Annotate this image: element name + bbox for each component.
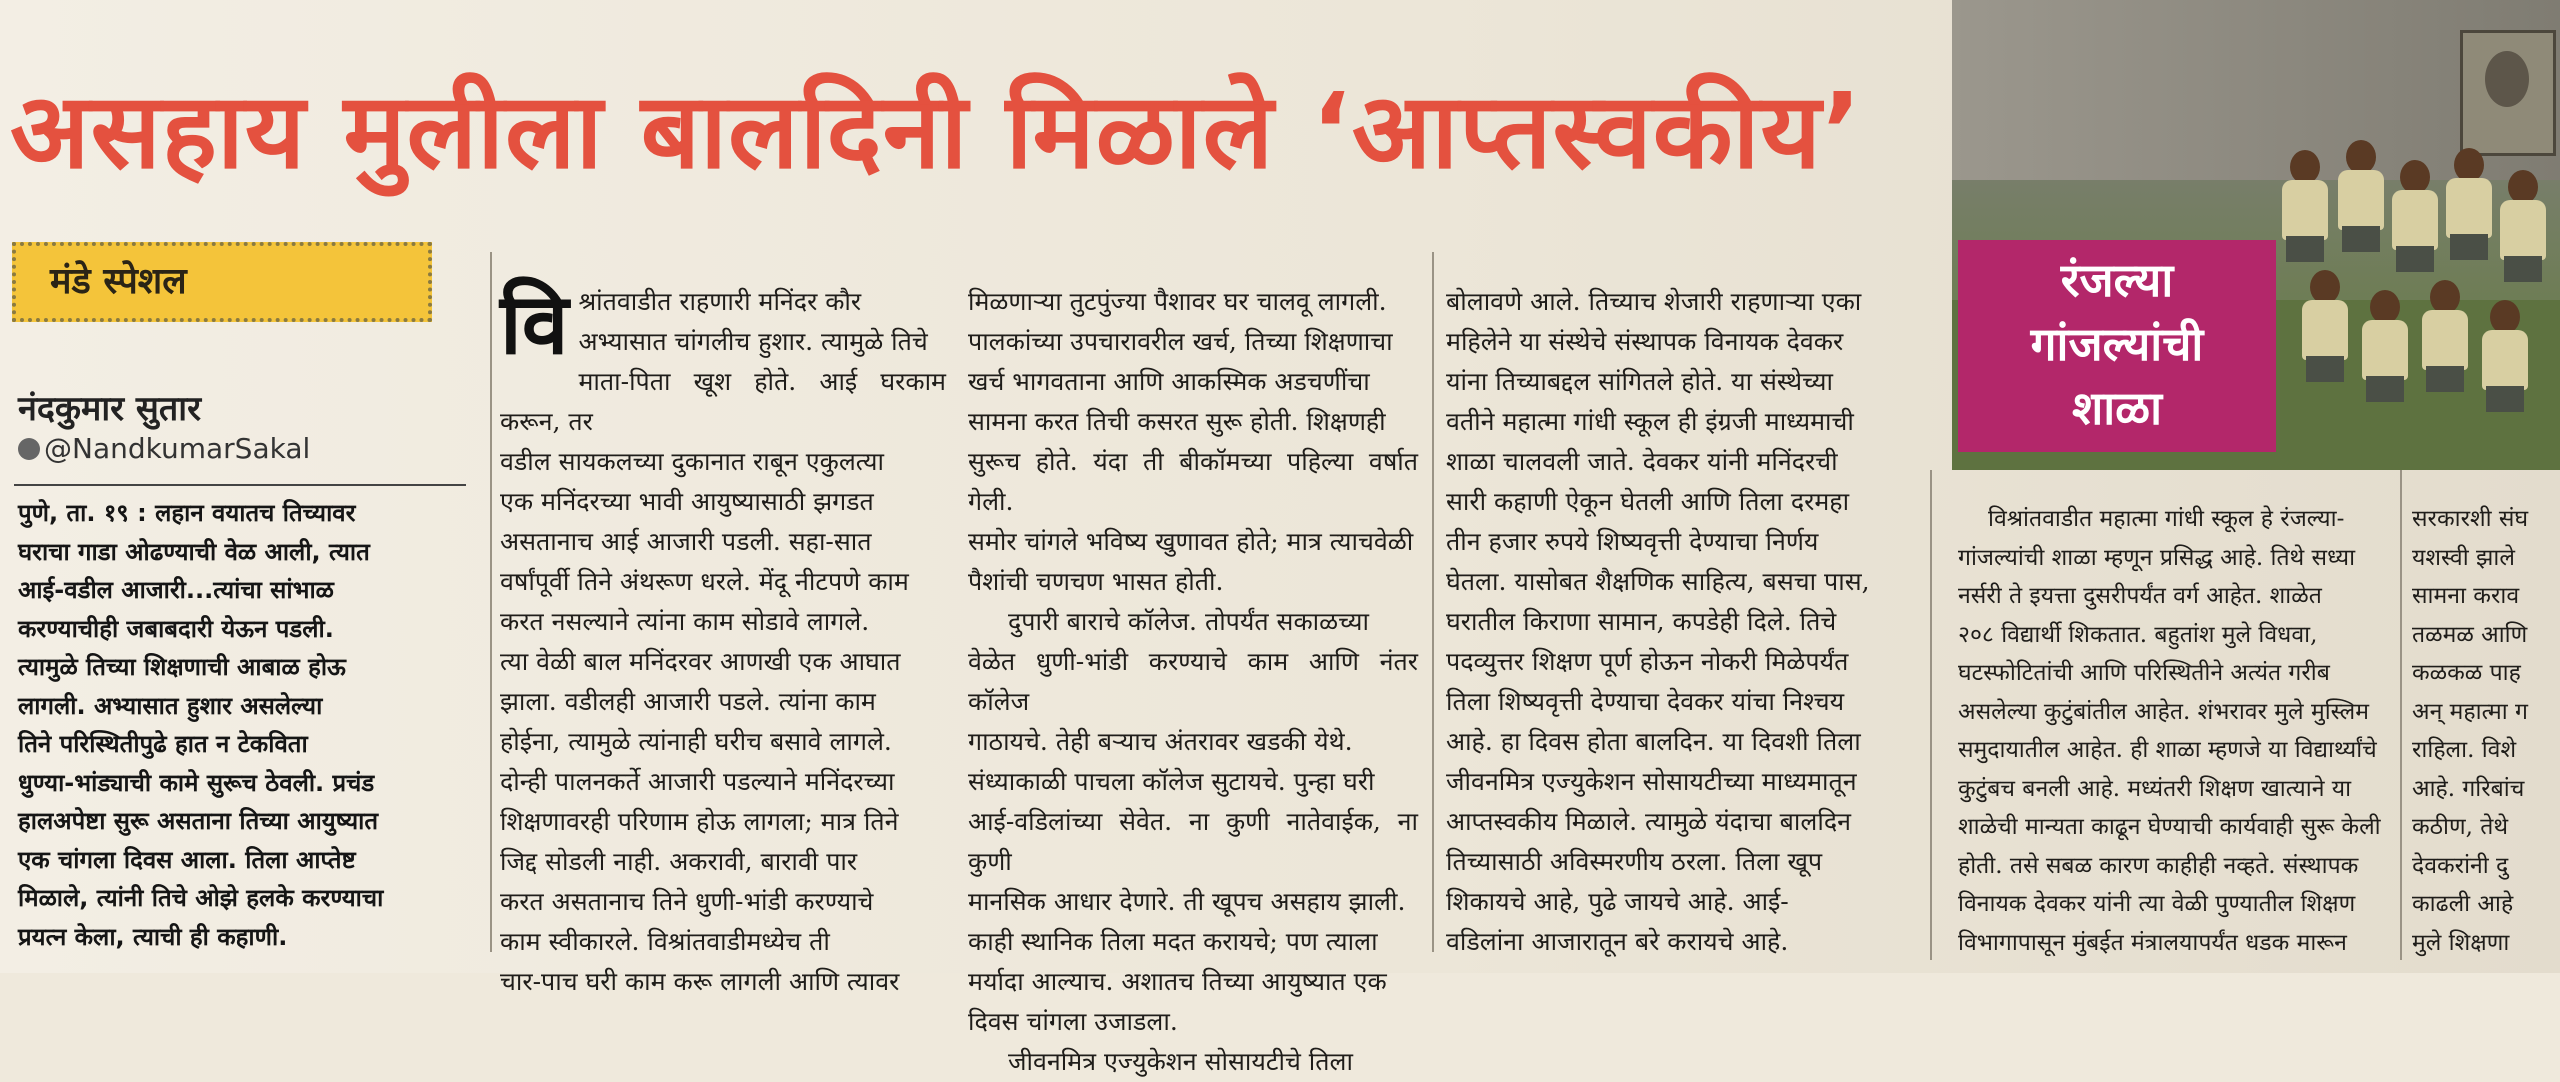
author-handle xyxy=(18,432,478,465)
text-line: त्यामुळे तिच्या शिक्षणाची आबाळ होऊ xyxy=(18,653,346,681)
text-line: वर्षांपूर्वी तिने अंथरूण धरले. मेंदू नीटपणे काम xyxy=(500,567,909,596)
child-shorts xyxy=(2342,226,2380,252)
sidebar-divider xyxy=(1930,470,1932,960)
text-line: जीवनमित्र एज्युकेशन सोसायटीचे तिला xyxy=(1008,1047,1353,1076)
text-line: सुरूच होते. यंदा ती बीकॉमच्या पहिल्या वर्षात गेली. xyxy=(968,447,1418,516)
child-shirt xyxy=(2446,178,2492,238)
sidebar-divider xyxy=(2400,470,2402,960)
text-line: शिकायचे आहे, पुढे जायचे आहे. आई- xyxy=(1446,887,1789,916)
text-line: पैशांची चणचण भासत होती. xyxy=(968,567,1224,596)
text-line: श्रांतवाडीत राहणारी मनिंदर कौर xyxy=(578,287,862,316)
text-line: गांजल्यांची शाळा म्हणून प्रसिद्ध आहे. तिथे सध्या xyxy=(1958,544,2356,571)
text-line: यशस्वी झाले xyxy=(2412,544,2515,571)
portrait-face xyxy=(2485,51,2529,107)
text-line: अभ्यासात चांगलीच हुशार. त्यामुळे तिचे xyxy=(578,327,928,356)
text-line: त्या वेळी बाल मनिंदरवर आणखी एक आघात xyxy=(500,647,901,676)
child-shirt xyxy=(2302,300,2348,360)
child-head xyxy=(2508,170,2538,204)
child-shirt xyxy=(2422,310,2468,370)
text-line: तिने परिस्थितीपुढे हात न टेकविता xyxy=(18,730,308,758)
child-shirt xyxy=(2338,170,2384,230)
child-shorts xyxy=(2504,256,2542,282)
text-line: मिळाले, त्यांनी तिचे ओझे हलके करण्याचा xyxy=(18,884,384,912)
child-head xyxy=(2430,280,2460,314)
text-line: विश्रांतवाडीत महात्मा गांधी स्कूल हे रंजल्या- xyxy=(1988,506,2345,532)
text-line: घटस्फोटितांची आणि परिस्थितीने अत्यंत गरीब xyxy=(1958,660,2330,686)
twitter-icon xyxy=(18,438,40,460)
child-head xyxy=(2290,150,2320,184)
text-line: सामना करत तिची कसरत सुरू होती. शिक्षणही xyxy=(968,407,1386,436)
text-line: पदव्युत्तर शिक्षण पूर्ण होऊन नोकरी मिळेपर्यंत xyxy=(1446,647,1849,676)
text-line: घरातील किराणा सामान, कपडेही दिले. तिचे xyxy=(1446,607,1837,636)
gandhi-portrait xyxy=(2460,30,2556,156)
text-line: वडील सायकलच्या दुकानात राबून एकुलत्या xyxy=(500,447,884,476)
child-shirt xyxy=(2282,180,2328,240)
intro-column xyxy=(18,494,470,964)
text-line: संध्याकाळी पाचला कॉलेज सुटायचे. पुन्हा घरी xyxy=(968,767,1375,796)
text-line: विभागापासून मुंबईत मंत्रालयापर्यंत धडक मारून xyxy=(1958,929,2347,956)
text-line: शाळा चालवली जाते. देवकर यांनी मनिंदरची xyxy=(1446,447,1838,476)
text-line: जीवनमित्र एज्युकेशन सोसायटीच्या माध्यमातून xyxy=(1446,767,1857,796)
child-head xyxy=(2310,270,2340,304)
text-line: प्रयत्न केला, त्याची ही कहाणी. xyxy=(18,922,288,951)
sidebar-title-line: रंजल्या xyxy=(2060,253,2174,307)
child-shorts xyxy=(2366,376,2404,402)
text-line: असतानाच आई आजारी पडली. सहा-सात xyxy=(500,527,872,556)
child-shorts xyxy=(2426,366,2464,392)
text-line: मुले शिक्षणा xyxy=(2412,929,2510,956)
text-line: समुदायातील आहेत. ही शाळा म्हणजे या विद्यार्थ्यांचे xyxy=(1958,737,2377,763)
text-line: नर्सरी ते इयत्ता दुसरीपर्यंत वर्ग आहेत. शाळेत xyxy=(1958,583,2322,609)
child-shirt xyxy=(2362,320,2408,380)
text-line: मर्यादा आल्याच. अशातच तिच्या आयुष्यात एक xyxy=(968,967,1387,996)
text-line: २०८ विद्यार्थी शिकतात. बहुतांश मुले विधवा, xyxy=(1958,621,2318,648)
text-line: धुण्या-भांड्याची कामे सुरूच ठेवली. प्रचंड xyxy=(18,768,375,797)
child-shorts xyxy=(2450,234,2488,260)
text-line: बोलावणे आले. तिच्याच शेजारी राहणाऱ्या एका xyxy=(1446,287,1862,316)
text-line: कळकळ पाह xyxy=(2412,660,2521,686)
text-line: देवकरांनी दु xyxy=(2412,852,2509,879)
child-shorts xyxy=(2286,236,2324,262)
text-line: अन् महात्मा ग xyxy=(2412,698,2529,725)
headline: असहाय मुलीला बालदिनी मिळाले ‘आप्तस्वकीय’ xyxy=(10,70,1863,192)
text-line: एक चांगला दिवस आला. तिला आप्तेष्ट xyxy=(18,845,356,874)
text-line: आई-वडील आजारी...त्यांचा सांभाळ xyxy=(18,576,334,604)
child-shirt xyxy=(2392,190,2438,250)
text-line: कठीण, तेथे xyxy=(2412,814,2509,840)
text-line: जिद्द सोडली नाही. अकरावी, बारावी पार xyxy=(500,847,858,876)
text-line: शिक्षणावरही परिणाम होऊ लागला; मात्र तिने xyxy=(500,807,899,836)
child-figure xyxy=(2446,148,2492,260)
text-line: पुणे, ता. १९ : लहान वयातच तिच्यावर xyxy=(18,499,356,527)
child-shirt xyxy=(2482,330,2528,390)
text-line: हालअपेष्टा सुरू असताना तिच्या आयुष्यात xyxy=(18,807,379,835)
sidebar-title-line: गांजल्यांची xyxy=(2030,317,2204,371)
sidebar-title-line: शाळा xyxy=(2071,381,2163,435)
child-shorts xyxy=(2486,386,2524,412)
child-figure xyxy=(2422,280,2468,392)
child-figure xyxy=(2482,300,2528,412)
column-divider xyxy=(1432,252,1434,952)
text-line: दुपारी बाराचे कॉलेज. तोपर्यंत सकाळच्या xyxy=(1008,607,1370,636)
text-line: करत नसल्याने त्यांना काम सोडावे लागले. xyxy=(500,607,870,636)
sidebar-column-2 xyxy=(2412,500,2552,970)
text-line: विनायक देवकर यांनी त्या वेळी पुण्यातील शिक्षण xyxy=(1958,891,2356,917)
text-line: काही स्थानिक तिला मदत करायचे; पण त्याला xyxy=(968,927,1378,956)
text-line: करत असतानाच तिने धुणी-भांडी करण्याचे xyxy=(500,887,874,916)
text-line: तीन हजार रुपये शिष्यवृत्ती देण्याचा निर्णय xyxy=(1446,527,1819,556)
text-line: लागली. अभ्यासात हुशार असलेल्या xyxy=(18,691,323,720)
text-line: महिलेने या संस्थेचे संस्थापक विनायक देवकर xyxy=(1446,327,1844,356)
column-divider xyxy=(490,252,492,952)
text-line: घेतला. यासोबत शैक्षणिक साहित्य, बसचा पास, xyxy=(1446,567,1870,596)
text-line: करण्याचीही जबाबदारी येऊन पडली. xyxy=(18,614,334,643)
text-line: एक मनिंदरच्या भावी आयुष्यासाठी झगडत xyxy=(500,487,874,516)
text-line: सरकारशी संघ xyxy=(2412,506,2529,532)
text-line: होईना, त्यामुळे त्यांनाही घरीच बसावे लागले. xyxy=(500,727,892,756)
child-figure xyxy=(2362,290,2408,402)
text-line: यांना तिच्याबद्दल सांगितले होते. या संस्थेच्या xyxy=(1446,367,1834,396)
text-line: मानसिक आधार देणारे. ती खूपच असहाय झाली. xyxy=(968,887,1406,916)
text-line: घराचा गाडा ओढण्याची वेळ आली, त्यात xyxy=(18,537,370,566)
author-handle-text: @NandkumarSakal xyxy=(44,432,311,465)
text-line: खर्च भागवताना आणि आकस्मिक अडचणींचा xyxy=(968,367,1370,396)
text-line: पालकांच्या उपचारावरील खर्च, तिच्या शिक्षणाचा xyxy=(968,327,1393,356)
text-line: झाला. वडीलही आजारी पडले. त्यांना काम xyxy=(500,687,876,716)
article-column-3 xyxy=(1446,282,1894,972)
text-line: शाळेची मान्यता काढून घेण्याची कार्यवाही सुरू केली xyxy=(1958,814,2381,840)
child-shorts xyxy=(2306,356,2344,382)
sidebar-column-1 xyxy=(1958,500,2388,970)
sidebar-title xyxy=(1958,240,2276,452)
text-line: आप्तस्वकीय मिळाले. त्यामुळे यंदाचा बालदिन xyxy=(1446,807,1851,836)
child-figure xyxy=(2282,150,2328,262)
text-line: राहिला. विशे xyxy=(2412,737,2517,763)
text-line: दोन्ही पालनकर्ते आजारी पडल्याने मनिंदरच्या xyxy=(500,767,895,796)
text-line: गाठायचे. तेही बऱ्याच अंतरावर खडकी येथे. xyxy=(968,727,1353,756)
text-line: आई-वडिलांच्या सेवेत. ना कुणी नातेवाईक, ना कुणी xyxy=(968,807,1418,876)
text-line: आहे. हा दिवस होता बालदिन. या दिवशी तिला xyxy=(1446,727,1861,756)
section-tag: मंडे स्पेशल xyxy=(12,242,432,322)
text-line: मिळणाऱ्या तुटपुंज्या पैशावर घर चालवू लागली. xyxy=(968,287,1387,316)
text-line: वतीने महात्मा गांधी स्कूल ही इंग्रजी माध्यमाची xyxy=(1446,407,1854,436)
text-line: तिला शिष्यवृत्ती देण्याचा देवकर यांचा निश्चय xyxy=(1446,687,1845,716)
text-line: असलेल्या कुटुंबांतील आहेत. शंभरावर मुले मुस्लिम xyxy=(1958,698,2369,725)
text-line: चार-पाच घरी काम करू लागली आणि त्यावर xyxy=(500,967,900,996)
child-figure xyxy=(2302,270,2348,382)
child-head xyxy=(2490,300,2520,334)
child-head xyxy=(2370,290,2400,324)
text-line: सामना कराव xyxy=(2412,583,2520,609)
child-head xyxy=(2400,160,2430,194)
dropcap: वि xyxy=(500,275,569,373)
child-shirt xyxy=(2500,200,2546,260)
text-line: वेळेत धुणी-भांडी करण्याचे काम आणि नंतर कॉलेज xyxy=(968,647,1418,716)
text-line: कुटुंबच बनली आहे. मध्यंतरी शिक्षण खात्याने या xyxy=(1958,775,2352,802)
text-line: सारी कहाणी ऐकून घेतली आणि तिला दरमहा xyxy=(1446,487,1850,516)
child-figure xyxy=(2392,160,2438,272)
child-figure xyxy=(2338,140,2384,252)
author-name: नंदकुमार सुतार xyxy=(18,389,201,429)
child-head xyxy=(2454,148,2484,182)
child-head xyxy=(2346,140,2376,174)
text-line: काढली आहे xyxy=(2412,891,2514,917)
text-line: माता-पिता खूश होते. आई घरकाम करून, तर xyxy=(500,367,946,436)
text-line: आहे. गरिबांच xyxy=(2412,775,2525,802)
text-line: तिच्यासाठी अविस्मरणीय ठरला. तिला खूप xyxy=(1446,847,1823,876)
child-shorts xyxy=(2396,246,2434,272)
byline-divider xyxy=(14,484,466,486)
text-line: तळमळ आणि xyxy=(2412,621,2528,648)
child-figure xyxy=(2500,170,2546,282)
text-line: होती. तसे सबळ कारण काहीही नव्हते. संस्थापक xyxy=(1958,852,2359,879)
article-column-2 xyxy=(968,282,1418,1076)
article-column-1 xyxy=(500,275,946,996)
text-line: समोर चांगले भविष्य खुणावत होते; मात्र त्याचवेळी xyxy=(968,527,1414,556)
text-line: काम स्वीकारले. विश्रांतवाडीमध्येच ती xyxy=(500,927,830,956)
text-line: वडिलांना आजारातून बरे करायचे आहे. xyxy=(1446,927,1789,956)
text-line: दिवस चांगला उजाडला. xyxy=(968,1007,1178,1036)
